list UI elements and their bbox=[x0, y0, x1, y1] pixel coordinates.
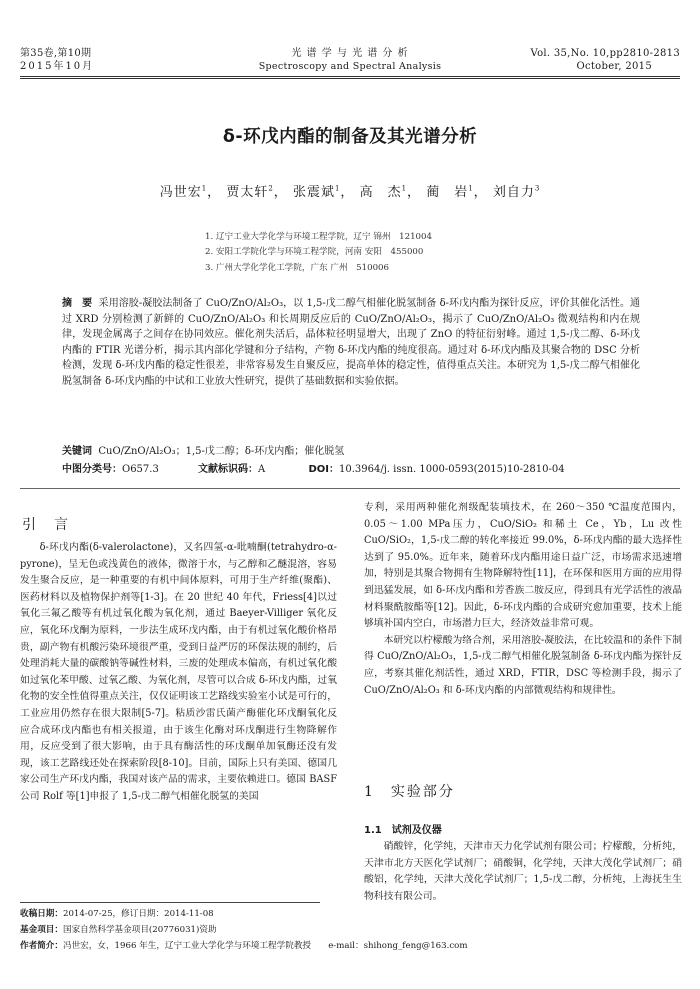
journal-title-en: Spectroscopy and Spectral Analysis bbox=[258, 61, 442, 72]
date-cn: 2015年10月 bbox=[20, 61, 95, 72]
doi-value: 10.3964/j. issn. 1000-0593(2015)10-2810-04 bbox=[338, 464, 565, 475]
footnote-rule bbox=[20, 902, 320, 903]
paper-title: δ-环戊内酯的制备及其光谱分析 bbox=[222, 127, 478, 147]
header-rule-thin bbox=[20, 78, 680, 79]
author-list: 冯世宏$^1$， 贾太轩$^2$， 张震斌$^1$， 高 杰$^1$， 蔺 岩$^1$， 刘自力$^3$ bbox=[159, 184, 541, 200]
paragraph: 硝酸锌，化学纯，天津市天力化学试剂有限公司；柠檬酸，分析纯，天津市北方天医化学试剂厂；硝酸铜，化学纯，天津大茂化学试剂厂；硝酸铝，化学纯，天津大茂化学试剂厂；1,5-戊二醇，分析纯，上海抚生生物科技有限公司。 bbox=[364, 841, 682, 902]
paragraph: 专利，采用两种催化剂级配装填技术，在 260～350 ℃温度范围内，0.05～1.00 MPa压力，CuO/SiO₂ 和稀土 Ce，Yb，Lu 改性 CuO/SiO₂，1,5-戊二醇的转化率接近 99.0%，δ-环戊内酯的最大选择性达到了 95.0%。近年来，随着环戊内酯用途日益广泛，市场需求迅速增加，特别是其聚合物拥有生物降解特性[11]，在环保和医用方面的应用得到迅猛发展，如 δ-环戊内酯和芳香族二胺反应，得到具有光学活性的液晶材料聚酰胺酯等[12]。因此，δ-环戊内酯的合成研究愈加重要，技术上能够填补国内空白，市场潜力巨大，经济效益非常可观。 bbox=[364, 502, 682, 630]
section-rule bbox=[20, 488, 680, 489]
subsection-heading: 1.1 试剂及仪器 bbox=[364, 825, 442, 836]
header-rule bbox=[20, 76, 680, 77]
classification-line bbox=[62, 463, 640, 477]
volume-issue-cn: 第35卷,第10期 bbox=[20, 48, 92, 59]
author: 刘自力$^3$ bbox=[492, 184, 541, 200]
author: 贾太轩$^2$ bbox=[226, 184, 274, 200]
author: 张震斌$^1$ bbox=[292, 184, 341, 200]
date-en: October, 2015 bbox=[576, 61, 652, 72]
footnote-funding: 基金项目：国家自然科学基金项目(20776031)资助 bbox=[20, 925, 217, 935]
clc-label: 中图分类号： bbox=[62, 464, 122, 475]
footnote-received: 收稿日期：2014-07-25，修订日期：2014-11-08 bbox=[20, 909, 214, 919]
keywords bbox=[62, 445, 640, 459]
keywords-label: 关键词 bbox=[62, 446, 92, 457]
volume-issue-en: Vol. 35,No. 10,pp2810-2813 bbox=[530, 48, 680, 59]
left-column bbox=[20, 540, 337, 806]
affiliation: 1. 辽宁工业大学化学与环境工程学院，辽宁 锦州 121004 bbox=[205, 232, 432, 242]
section-1-heading: 1 实验部分 bbox=[364, 784, 455, 800]
clc-value: O657.3 bbox=[122, 464, 159, 475]
affiliation: 2. 安阳工学院化学与环境工程学院，河南 安阳 455000 bbox=[205, 247, 424, 258]
footnote-author-bio: 作者简介：冯世宏，女，1966 年生，辽宁工业大学化学与环境工程学院教授 e-mail：shihong_feng@163.com bbox=[20, 941, 468, 951]
affiliation: 3. 广州大学化学化工学院，广东 广州 510006 bbox=[205, 262, 389, 273]
author: 蔺 岩$^1$ bbox=[426, 184, 474, 200]
abstract bbox=[62, 296, 640, 389]
affiliations bbox=[205, 230, 432, 276]
keywords-text: CuO/ZnO/Al₂O₃；1,5-戊二醇；δ-环戊内酯；催化脱氢 bbox=[98, 446, 345, 457]
author: 高 杰$^1$ bbox=[359, 184, 408, 200]
abstract-label: 摘 要 bbox=[62, 298, 93, 309]
paragraph: δ-环戊内酯(δ-valerolactone)，又名四氢-α-吡喃酮(tetrahydro-α-pyrone)，呈无色或浅黄色的液体，微溶于水，与乙醇和乙醚混溶，容易发生聚合反应，是一种重要的有机中间体原料，可用于生产纤维(聚酯)、医药材料以及植物保护剂等[1-3]。在 20 世纪 40 年代，Friess[4]以过氧化三氟乙酸等有机过氧化酸为氧化剂，通过 Baeyer-Villiger 氧化反应，氧化环戊酮为原料，一步法生成环戊内酯，由于有机过氧化酸价格昂贵，副产物有机酸污染环境很严重，受到日益严厉的环保法规的制约，后处理消耗大量的碳酸钠等碱性材料，三废的处理成本偏高，有机过氧化酸如过氧化苯甲酸、过氧乙酸、为氧化剂，尽管可以合成 δ-环戊内酯，过氧化物的安全性值得重点关注，仅仅证明该工艺路线实验室小试是可行的，工业应用仍然存在很大限制[5-7]。粘质沙雷氏菌产酶催化环戊酮氧化反应合成环戊内酯也有相关报道，由于该生化酶对环戊酮进行生物降解作用，反应受到了很大影响，由于具有酶活性的环戊酮单加氧酶还没有发现，该工艺路线还处在探索阶段[8-10]。目前，国际上只有美国、德国几家公司生产环戊内酯，我国对该产品的需求，主要依赖进口。德国 BASF 公司 Rolf 等[1]申报了 1,5-戊二醇气相催化脱氢的美国 bbox=[20, 542, 337, 802]
doc-code-label: 文献标识码： bbox=[198, 464, 259, 475]
doi-label: DOI： bbox=[308, 464, 339, 475]
footnotes bbox=[20, 906, 467, 954]
intro-heading: 引 言 bbox=[22, 517, 70, 533]
doc-code-value: A bbox=[258, 464, 266, 475]
abstract-text: 采用溶胶-凝胶法制备了 CuO/ZnO/Al₂O₃，以 1,5-戊二醇气相催化脱氢制备 δ-环戊内酯为探针反应，评价其催化活性。通过 XRD 分别检测了新鲜的 CuO/ZnO/Al₂O₃ 和长周期反应后的 CuO/ZnO/Al₂O₃，揭示了 CuO/ZnO/Al₂O₃ 微观结构和内在规律，发现金属离子之间存在协同效应。催化剂失活后，晶体粒径明显增大，出现了 ZnO 的特征衍射峰。通过 1,5-戊二醇、δ-环戊内酯的 FTIR 光谱分析，揭示其内部化学键和分子结构，产物 δ-环戊内酯的纯度很高。通过对 δ-环戊内酯及其聚合物的 DSC 分析检测，发现 δ-环戊内酯的稳定性很差，非常容易发生自聚反应，提高单体的稳定性，值得重点关注。本研究为 1,5-戊二醇气相催化脱氢制备 δ-环戊内酯的中试和工业放大性研究，提供了基础数据和实验依据。 bbox=[62, 298, 641, 387]
journal-title-cn: 光 谱 学 与 光 谱 分 析 bbox=[291, 48, 409, 59]
right-column bbox=[364, 500, 682, 699]
reagents-text bbox=[364, 839, 682, 905]
author: 冯世宏$^1$ bbox=[159, 184, 208, 200]
paragraph: 本研究以柠檬酸为络合剂，采用溶胶-凝胶法，在比较温和的条件下制得 CuO/ZnO/Al₂O₃，1,5-戊二醇气相催化脱氢制备 δ-环戊内酯为探针反应，考察其催化剂活性，通过 XRD，FTIR，DSC 等检测手段，揭示了 CuO/ZnO/Al₂O₃ 和 δ-环戊内酯的内部微观结构和规律性。 bbox=[364, 634, 682, 696]
